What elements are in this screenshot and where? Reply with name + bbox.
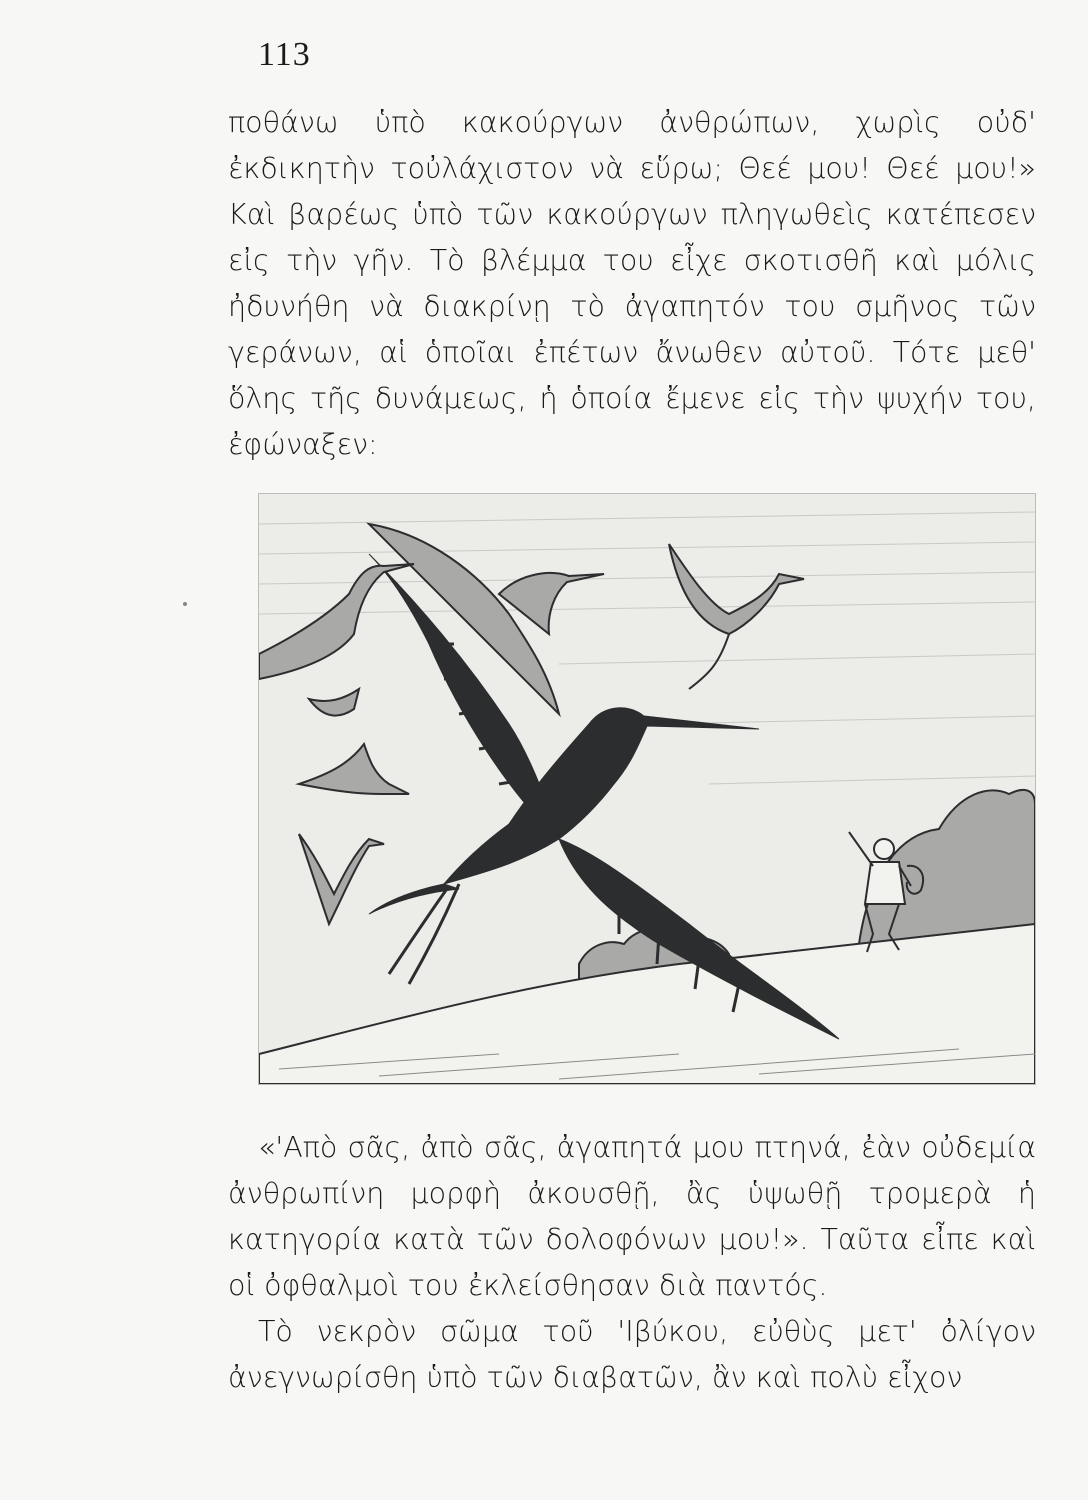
sky-hatching — [259, 512, 1035, 784]
crane-small-1 — [299, 744, 409, 794]
illustration-cranes — [258, 493, 1036, 1085]
crane-gray-1 — [369, 524, 604, 714]
crane-gray-3 — [669, 544, 804, 689]
crane-small-3 — [309, 689, 359, 716]
paragraph-bottom — [228, 1125, 1036, 1401]
cranes-drawing — [259, 494, 1035, 1084]
margin-mark — [183, 602, 187, 606]
paragraph-top — [228, 100, 1036, 468]
page-number: 113 — [258, 36, 311, 73]
paragraph-top-text: ποθάνω ὑπὸ κακούργων ἀνθρώπων, χωρὶς οὐδ' ἐκδικητὴν τοὐλάχιστον νὰ εὕρω; Θεέ μου! Θεέ μου!» Καὶ βαρέως ὑπὸ τῶν κακούργων πληγωθεὶς κατέπεσεν εἰς τὴν γῆν. Τὸ βλέμμα του εἶχε σκοτισθῆ καὶ μόλις ἠδυνήθη νὰ διακρίνῃ τὸ ἀγαπητόν του σμῆνος τῶν γεράνων, αἱ ὁποῖαι ἐπέτων ἄνωθεν αὐτοῦ. Τότε μεθ' ὅλης τῆς δυνάμεως, ἡ ὁποία ἔμενε εἰς τὴν ψυχήν του, ἐφώναξεν: — [228, 106, 1036, 461]
paragraph-quote: «'Απὸ σᾶς, ἀπὸ σᾶς, ἀγαπητά μου πτηνά, ἐὰν οὐδεμία ἀνθρωπίνη μορφὴ ἀκουσθῇ, ἂς ὑψωθῇ τρομερὰ ἡ κατηγορία κατὰ τῶν δολοφόνων μου!». Ταῦτα εἶπε καὶ οἱ ὀφθαλμοὶ του ἐκλείσθησαν διὰ παντός. — [228, 1131, 1036, 1302]
crane-small-2 — [299, 834, 384, 924]
crane-gray-2 — [259, 564, 414, 679]
paragraph-body: Τὸ νεκρὸν σῶμα τοῦ 'Ιβύκου, εὐθὺς μετ' ὀλίγον ἀνεγνωρίσθη ὑπὸ τῶν διαβατῶν, ἂν καὶ πολὺ εἶχον — [228, 1315, 1036, 1394]
